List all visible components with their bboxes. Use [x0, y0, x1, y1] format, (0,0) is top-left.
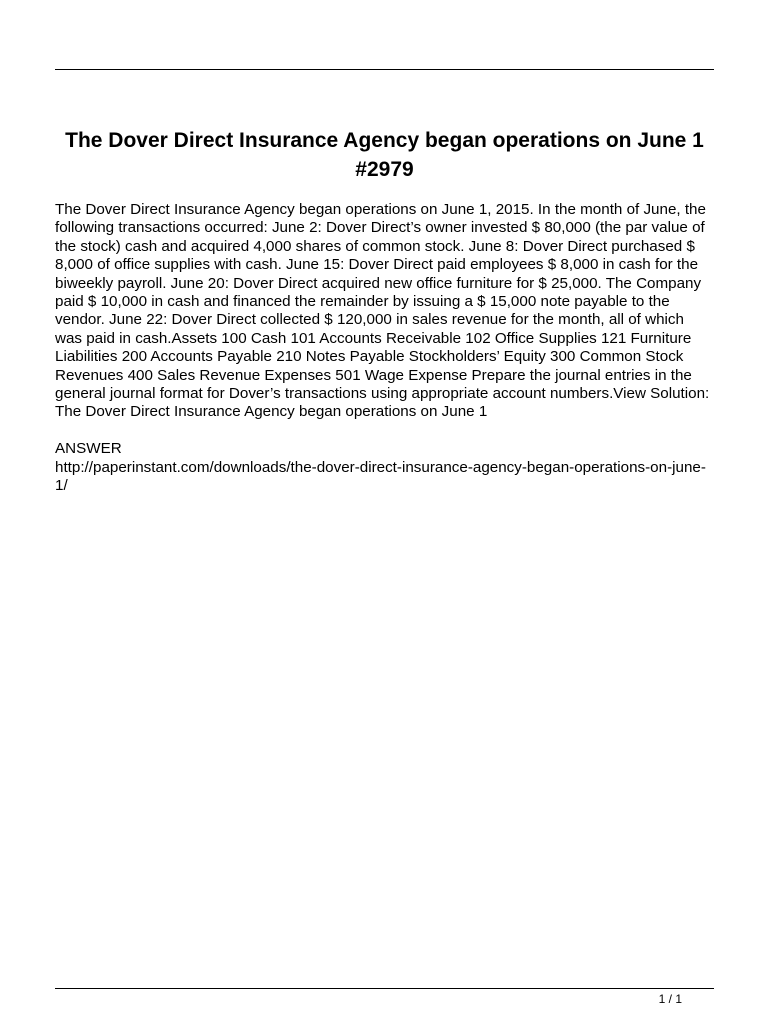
page-number: 1 / 1	[658, 992, 682, 1006]
bottom-divider	[55, 988, 714, 989]
answer-label: ANSWER	[55, 440, 122, 458]
answer-link-line	[55, 459, 711, 496]
question-paragraph: The Dover Direct Insurance Agency began operations on June 1, 2015. In the month of June, the following transactions occurred: June 2: Dover Direct’s owner invested $ 80,000 (the par value of the stock) cash and acquired 4,000 shares of common stock. June 8: Dover Direct purchased $ 8,000 of office supplies with cash. June 15: Dover Direct paid employees $ 8,000 in cash for the biweekly payroll. June 20: Dover Direct acquired new office furniture for $ 25,000. The Company paid $ 10,000 in cash and financed the remainder by issuing a $ 15,000 note payable to the vendor. June 22: Dover Direct collected $ 120,000 in sales revenue for the month, all of which was paid in cash.Assets 100 Cash 101 Accounts Receivable 102 Office Supplies 121 Furniture Liabilities 200 Accounts Payable 210 Notes Payable Stockholders’ Equity 300 Common Stock Revenues 400 Sales Revenue Expenses 501 Wage Expense Prepare the journal entries in the general journal format for Dover’s transactions using appropriate account numbers.View Solution:	[55, 201, 710, 403]
document-title: The Dover Direct Insurance Agency began operations on June 1 #2979	[65, 129, 704, 181]
document-body	[55, 201, 711, 495]
top-divider	[55, 69, 714, 70]
paragraph-spacer	[55, 422, 711, 440]
question-title-line: The Dover Direct Insurance Agency began operations on June 1	[55, 403, 488, 421]
answer-link[interactable]: http://paperinstant.com/downloads/the-dover-direct-insurance-agency-began-operations-on-june-1/	[55, 458, 706, 495]
